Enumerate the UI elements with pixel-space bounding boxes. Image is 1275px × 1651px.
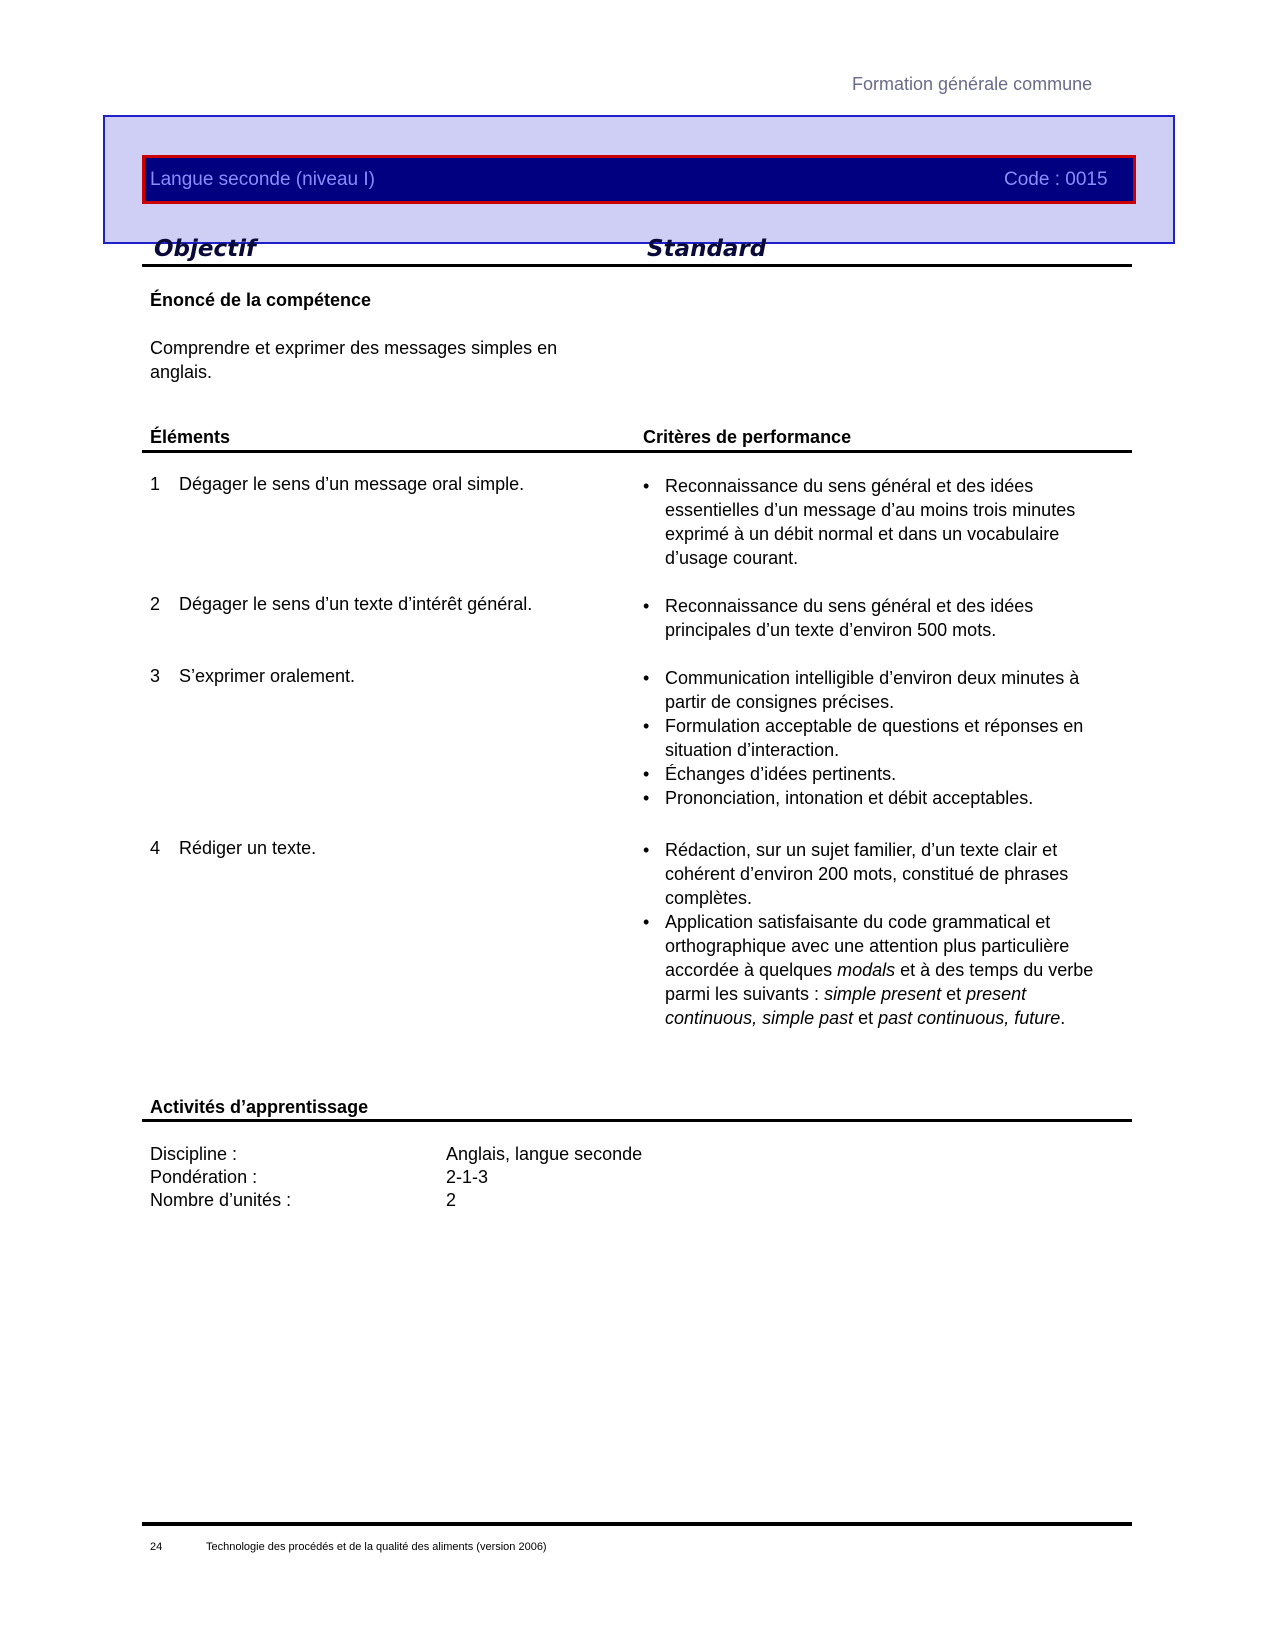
activity-label-units: Nombre d’unités : bbox=[150, 1190, 292, 1210]
grammar-tense: present continuous, simple past bbox=[665, 984, 1027, 1028]
header-section-label: Formation générale commune bbox=[852, 74, 1093, 94]
column-heading-objective: Objectif bbox=[154, 236, 257, 262]
grammar-criterion bbox=[643, 910, 1113, 1030]
criterion: • Échanges d’idées pertinents. bbox=[643, 762, 1113, 786]
element-number: 1 bbox=[150, 474, 161, 494]
grammar-tense: past continuous, future bbox=[878, 1008, 1061, 1028]
element-text: S’exprimer oralement. bbox=[179, 666, 356, 686]
grammar-text: Application satisfaisante du code grammatical et orthographique avec une attention plus particulière accordée à quelques bbox=[665, 912, 1070, 980]
competence-text: Comprendre et exprimer des messages simples en anglais. bbox=[150, 338, 558, 382]
activity-label-discipline: Discipline : bbox=[150, 1144, 238, 1164]
activities-rule bbox=[142, 1119, 1132, 1122]
grammar-term-modals: modals bbox=[837, 960, 896, 980]
activity-value-discipline: Anglais, langue seconde bbox=[446, 1144, 643, 1164]
grammar-text: et à des temps du verbe parmi les suivants : bbox=[665, 960, 1094, 1004]
grammar-end: . bbox=[1060, 1008, 1066, 1028]
criteria-list bbox=[643, 474, 1093, 570]
criterion: • Formulation acceptable de questions et réponses en situation d’interaction. bbox=[643, 714, 1113, 762]
competence-heading: Énoncé de la compétence bbox=[150, 290, 372, 310]
element-text: Dégager le sens d’un message oral simple. bbox=[179, 474, 525, 494]
elements-heading: Éléments bbox=[150, 427, 231, 447]
course-code: Code : 0015 bbox=[1004, 169, 1108, 190]
course-title: Langue seconde (niveau I) bbox=[150, 169, 375, 190]
footer-rule bbox=[142, 1522, 1132, 1526]
criteria-heading: Critères de performance bbox=[643, 427, 852, 447]
heading-rule bbox=[142, 264, 1132, 267]
criteria-list bbox=[643, 666, 1113, 810]
grammar-connector: et bbox=[853, 1008, 879, 1028]
criteria-list bbox=[643, 838, 1113, 1030]
activity-value-weighting: 2-1-3 bbox=[446, 1167, 489, 1187]
activities-heading: Activités d’apprentissage bbox=[150, 1097, 369, 1117]
criterion: • Prononciation, intonation et débit acceptables. bbox=[643, 786, 1113, 810]
criterion: • Rédaction, sur un sujet familier, d’un texte clair et cohérent d’environ 200 mots, constitué de phrases complètes. bbox=[643, 838, 1113, 910]
criterion: • Reconnaissance du sens général et des idées essentielles d’un message d’au moins trois minutes exprimé à un débit normal et dans un vocabulaire d’usage courant. bbox=[643, 474, 1093, 570]
column-heading-standard: Standard bbox=[647, 236, 767, 262]
activity-label-weighting: Pondération : bbox=[150, 1167, 258, 1187]
page-number: 24 bbox=[150, 1541, 163, 1553]
criterion: • Communication intelligible d’environ deux minutes à partir de consignes précises. bbox=[643, 666, 1113, 714]
element-number: 3 bbox=[150, 666, 161, 686]
grammar-tense: simple present bbox=[824, 984, 942, 1004]
grammar-connector: et bbox=[941, 984, 967, 1004]
element-number: 4 bbox=[150, 838, 161, 858]
activity-value-units: 2 bbox=[446, 1190, 457, 1210]
criteria-list bbox=[643, 594, 1093, 642]
criterion: • Reconnaissance du sens général et des idées principales d’un texte d’environ 500 mots. bbox=[643, 594, 1093, 642]
footer-document-title: Technologie des procédés et de la qualité des aliments (version 2006) bbox=[206, 1541, 547, 1553]
element-text: Rédiger un texte. bbox=[179, 838, 317, 858]
table-header-rule bbox=[142, 450, 1132, 453]
element-text: Dégager le sens d’un texte d’intérêt général. bbox=[179, 594, 533, 614]
element-number: 2 bbox=[150, 594, 161, 614]
